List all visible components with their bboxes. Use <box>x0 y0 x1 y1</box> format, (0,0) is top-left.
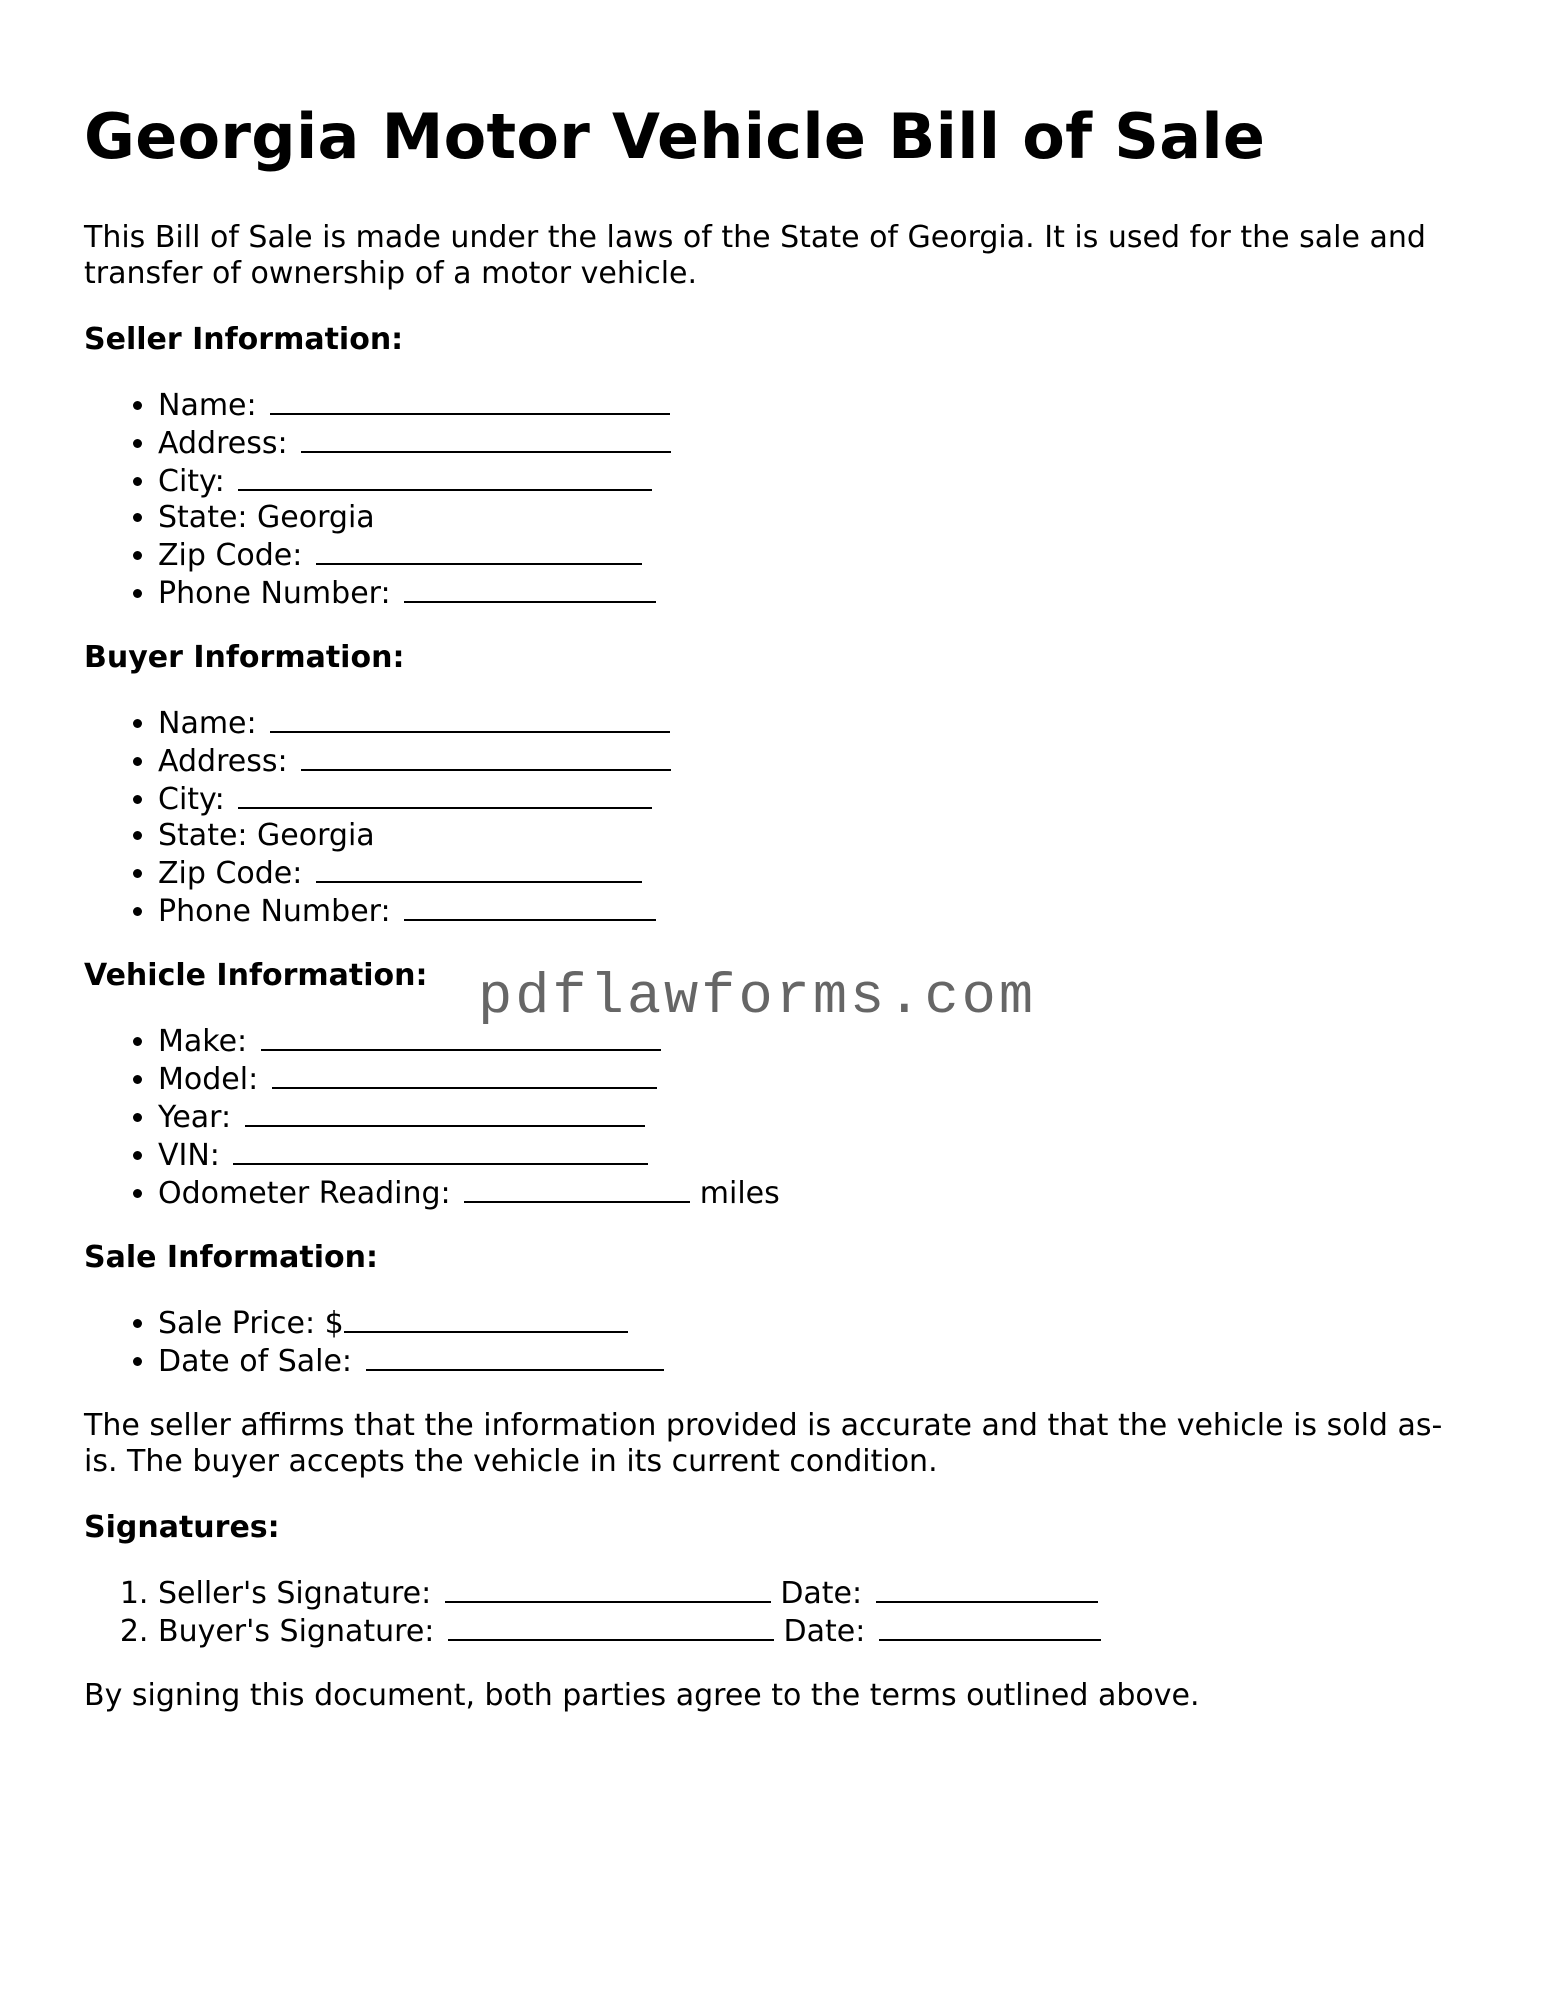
buyer-city-field[interactable] <box>238 780 652 809</box>
buyer-address-label: Address: <box>158 744 288 780</box>
seller-city-label: City: <box>158 464 225 500</box>
vehicle-year-label: Year: <box>158 1100 232 1136</box>
seller-zip-field[interactable] <box>316 536 642 565</box>
seller-date-field[interactable] <box>876 1574 1098 1603</box>
vehicle-odometer-label: Odometer Reading: <box>158 1176 451 1212</box>
seller-city-item <box>158 462 1464 500</box>
sale-price-field[interactable] <box>344 1304 628 1333</box>
intro-paragraph: This Bill of Sale is made under the laws of the State of Georgia. It is used for the sale and transfer of ownership of a motor vehicle. <box>84 220 1426 292</box>
sale-price-item <box>158 1304 1464 1342</box>
buyer-name-item <box>158 704 1464 742</box>
affirmation-paragraph: The seller affirms that the information provided is accurate and that the vehicle is sold as-is. The buyer accepts the vehicle in its current condition. <box>84 1408 1443 1480</box>
seller-heading: Seller Information: <box>84 322 404 358</box>
vehicle-year-item <box>158 1098 1464 1136</box>
seller-list <box>84 386 1464 612</box>
vehicle-odometer-unit: miles <box>699 1176 780 1212</box>
buyer-zip-field[interactable] <box>316 854 642 883</box>
seller-address-item <box>158 424 1464 462</box>
seller-signature-label: Seller's Signature: <box>158 1576 432 1612</box>
sale-date-label: Date of Sale: <box>158 1344 353 1380</box>
seller-phone-label: Phone Number: <box>158 576 391 612</box>
seller-phone-item <box>158 574 1464 612</box>
watermark: pdflawforms.com <box>478 966 1037 1030</box>
buyer-name-field[interactable] <box>270 704 670 733</box>
seller-name-field[interactable] <box>270 386 670 415</box>
buyer-phone-field[interactable] <box>404 892 656 921</box>
sale-price-label: Sale Price: $ <box>158 1306 344 1342</box>
buyer-city-label: City: <box>158 782 225 818</box>
seller-address-label: Address: <box>158 426 288 462</box>
buyer-name-label: Name: <box>158 706 257 742</box>
seller-state-item: • State: Georgia <box>158 500 1464 536</box>
closing-paragraph: By signing this document, both parties agree to the terms outlined above. <box>84 1678 1200 1714</box>
buyer-zip-label: Zip Code: <box>158 856 303 892</box>
buyer-heading: Buyer Information: <box>84 640 405 676</box>
buyer-date-field[interactable] <box>879 1612 1101 1641</box>
seller-name-item <box>158 386 1464 424</box>
vehicle-vin-field[interactable] <box>233 1136 648 1165</box>
buyer-address-item <box>158 742 1464 780</box>
vehicle-vin-label: VIN: <box>158 1138 220 1174</box>
vehicle-odometer-item <box>158 1174 1464 1212</box>
document-title: Georgia Motor Vehicle Bill of Sale <box>84 100 1266 173</box>
seller-signature-field[interactable] <box>445 1574 771 1603</box>
vehicle-vin-item <box>158 1136 1464 1174</box>
seller-name-label: Name: <box>158 388 257 424</box>
document-page <box>84 100 1464 1714</box>
buyer-phone-item <box>158 892 1464 930</box>
signatures-heading: Signatures: <box>84 1510 280 1546</box>
vehicle-model-field[interactable] <box>272 1060 657 1089</box>
buyer-zip-item <box>158 854 1464 892</box>
vehicle-make-label: Make: <box>158 1024 248 1060</box>
sale-date-field[interactable] <box>366 1342 664 1371</box>
sale-date-item <box>158 1342 1464 1380</box>
buyer-signature-field[interactable] <box>448 1612 774 1641</box>
sale-heading: Sale Information: <box>84 1240 378 1276</box>
seller-zip-label: Zip Code: <box>158 538 303 574</box>
vehicle-odometer-field[interactable] <box>464 1174 690 1203</box>
buyer-state-item: • State: Georgia <box>158 818 1464 854</box>
seller-date-label: Date: <box>780 1576 863 1612</box>
seller-address-field[interactable] <box>301 424 671 453</box>
buyer-signature-item <box>158 1612 1464 1650</box>
buyer-address-field[interactable] <box>301 742 671 771</box>
buyer-date-label: Date: <box>783 1614 866 1650</box>
buyer-city-item <box>158 780 1464 818</box>
vehicle-model-item <box>158 1060 1464 1098</box>
sale-list <box>84 1304 1464 1380</box>
seller-zip-item <box>158 536 1464 574</box>
vehicle-heading: Vehicle Information: <box>84 958 428 994</box>
seller-phone-field[interactable] <box>404 574 656 603</box>
vehicle-model-label: Model: <box>158 1062 259 1098</box>
vehicle-list <box>84 1022 1464 1212</box>
vehicle-year-field[interactable] <box>245 1098 645 1127</box>
buyer-list <box>84 704 1464 930</box>
seller-signature-item <box>158 1574 1464 1612</box>
seller-city-field[interactable] <box>238 462 652 491</box>
buyer-signature-label: Buyer's Signature: <box>158 1614 435 1650</box>
buyer-phone-label: Phone Number: <box>158 894 391 930</box>
signatures-list <box>84 1574 1464 1650</box>
